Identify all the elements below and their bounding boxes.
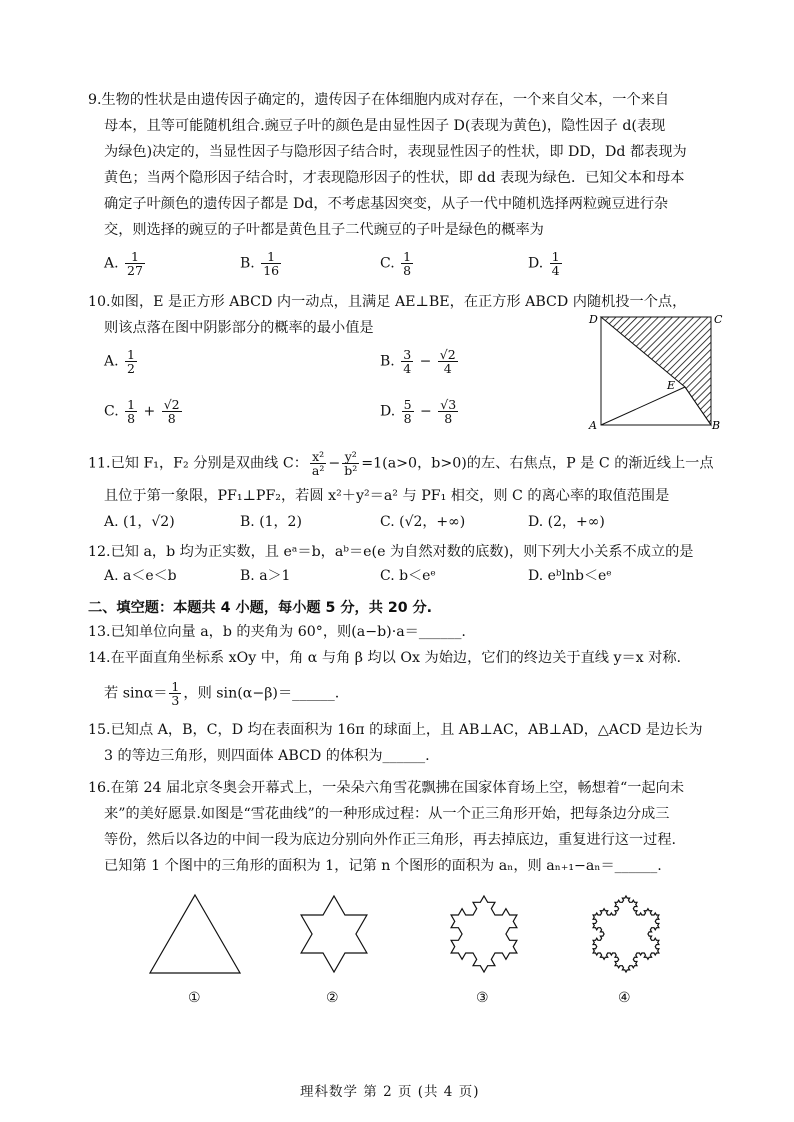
snowflake-figure-3 bbox=[436, 878, 532, 990]
q16-line-3: 等份，然后以各边的中间一段为底边分别向外作正三角形，再去掉底边，重复进行这一过程. bbox=[104, 832, 677, 848]
q9-option-a bbox=[104, 250, 147, 277]
q11-option-a: A. (1，√2) bbox=[104, 514, 175, 530]
q9-option-c bbox=[380, 250, 415, 277]
q11-option-d: D. (2，+∞) bbox=[528, 514, 605, 530]
snowflake-figure-2 bbox=[286, 878, 382, 990]
q9-line-6: 交，则选择的豌豆的子叶都是黄色且子二代豌豆的子叶是绿色的概率为 bbox=[104, 222, 544, 238]
q10-square-figure bbox=[585, 305, 725, 435]
q12-option-a: A. a＜e＜b bbox=[104, 568, 177, 584]
q10-line-2: 则该点落在图中阴影部分的概率的最小值是 bbox=[104, 320, 374, 336]
shaded-region bbox=[601, 317, 711, 425]
q16-line-4: 已知第 1 个图中的三角形的面积为 1，记第 n 个图形的面积为 aₙ，则 aₙ₊₁−aₙ＝______. bbox=[104, 858, 662, 874]
q12-option-b: B. a＞1 bbox=[240, 568, 291, 584]
fraction: $\frac{1}{4}$ bbox=[551, 249, 560, 278]
q10-option-c: C. $\frac{1}{8}$ + $\frac{√2}{8}$ bbox=[104, 397, 180, 426]
q16-line-2: 来”的美好愿景.如图是“雪花曲线”的一种形成过程：从一个正三角形开始，把每条边分成三 bbox=[104, 806, 670, 822]
q10-option-d: D. $\frac{5}{8}$ − $\frac{√3}{8}$ bbox=[380, 397, 457, 426]
q14-line-1: 14.在平面直角坐标系 xOy 中，角 α 与角 β 均以 Ox 为始边，它们的终边关于直线 y＝x 对称. bbox=[88, 650, 682, 666]
option-label: A. bbox=[104, 255, 119, 272]
q10-option-a: A. $\frac{1}{2}$ bbox=[104, 347, 135, 376]
q9-line-2: 母本，且等可能随机组合.豌豆子叶的颜色是由显性因子 D(表现为黄色)，隐性因子 d(表现 bbox=[104, 118, 666, 134]
label-b: B bbox=[712, 419, 721, 432]
q11-line-1: 11.已知 F₁，F₂ 分别是双曲线 C： $\frac{\text{x²}}{\text{a²}}$ − $\frac{\text{y²}}{\text{b²}}$ =1(a>0，b>0)的左、右焦点，P 是 C 的渐近线上一点 bbox=[88, 449, 714, 478]
q9-option-d bbox=[528, 250, 564, 277]
label-d: D bbox=[589, 313, 598, 326]
q12-line: 12.已知 a，b 均为正实数，且 eᵃ＝b，aᵇ＝e(e 为自然对数的底数)，则下列大小关系不成立的是 bbox=[88, 544, 694, 560]
snowflake-figure-4 bbox=[578, 878, 674, 990]
q9-line-4: 黄色；当两个隐形因子结合时，才表现隐形因子的性状，即 dd 表现为绿色．已知父本和母本 bbox=[104, 170, 685, 186]
figure-caption-4: ④ bbox=[618, 990, 631, 1006]
q10-option-b: B. $\frac{3}{4}$ − $\frac{√2}{4}$ bbox=[380, 347, 456, 376]
q9-line-1: 9.生物的性状是由遗传因子确定的，遗传因子在体细胞内成对存在，一个来自父本，一个来自 bbox=[88, 92, 670, 108]
option-label: D. bbox=[528, 255, 544, 272]
q16-line-1: 16.在第 24 届北京冬奥会开幕式上，一朵朵六角雪花飘拂在国家体育场上空，畅想着“一起向未 bbox=[88, 780, 685, 796]
fraction: $\frac{1}{27}$ bbox=[127, 249, 143, 278]
q14-line-2: 若 sinα＝ $\frac{1}{3}$ ，则 sin(α−β)＝______. bbox=[104, 679, 340, 708]
fraction: $\frac{1}{16}$ bbox=[263, 249, 280, 278]
q12-option-d: D. eᵇlnb＜eᵉ bbox=[528, 568, 612, 584]
q12-option-c: C. b＜eᵉ bbox=[380, 568, 436, 584]
label-a: A bbox=[589, 419, 597, 432]
segment-ae bbox=[601, 387, 685, 425]
figure-caption-3: ③ bbox=[476, 990, 489, 1006]
q13-line: 13.已知单位向量 a，b 的夹角为 60°，则(a−b)·a＝______. bbox=[88, 624, 466, 640]
q15-line-1: 15.已知点 A，B，C，D 均在表面积为 16π 的球面上，且 AB⊥AC，AB⊥AD，△ACD 是边长为 bbox=[88, 722, 703, 738]
q9-line-5: 确定子叶颜色的遗传因子都是 Dd，不考虑基因突变，从子一代中随机选择两粒豌豆进行杂 bbox=[104, 196, 669, 212]
fraction: $\frac{1}{8}$ bbox=[403, 249, 412, 278]
snowflake-figure-1 bbox=[140, 892, 250, 982]
page-footer: 理科数学 第 2 页 (共 4 页) bbox=[300, 1084, 480, 1100]
label-c: C bbox=[714, 313, 723, 326]
figure-caption-2: ② bbox=[326, 990, 339, 1006]
q15-line-2: 3 的等边三角形，则四面体 ABCD 的体积为______. bbox=[104, 748, 430, 764]
q9-line-3: 为绿色)决定的，当显性因子与隐形因子结合时，表现显性因子的性状，即 DD，Dd 都表现为 bbox=[104, 144, 687, 160]
label-e: E bbox=[667, 379, 676, 392]
figure-caption-1: ① bbox=[188, 990, 201, 1006]
q11-option-b: B. (1，2) bbox=[240, 514, 302, 530]
q10-line-1: 10.如图，E 是正方形 ABCD 内一动点，且满足 AE⊥BE，在正方形 ABCD 内随机投一个点， bbox=[88, 294, 687, 310]
option-label: B. bbox=[240, 255, 255, 272]
fraction: $\frac{1}{2}$ bbox=[127, 347, 135, 376]
section-2-header: 二、填空题：本题共 4 小题，每小题 5 分，共 20 分. bbox=[88, 600, 433, 616]
q9-option-b bbox=[240, 250, 283, 277]
q11-line-2: 且位于第一象限，PF₁⊥PF₂，若圆 x²＋y²＝a² 与 PF₁ 相交，则 C 的离心率的取值范围是 bbox=[104, 488, 670, 504]
option-label: C. bbox=[380, 255, 395, 272]
q11-option-c: C. (√2，+∞) bbox=[380, 514, 466, 530]
